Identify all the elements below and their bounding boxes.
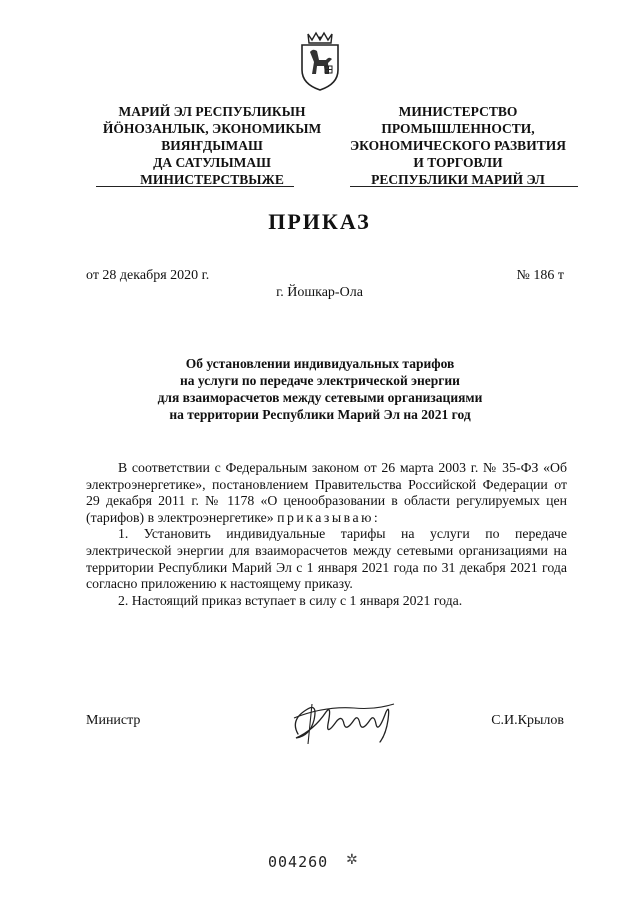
header-left-line: ВИЯҤДЫМАШ	[161, 138, 263, 153]
header-right-ministry-russian	[338, 103, 578, 188]
document-number: № 186 т	[516, 268, 564, 283]
signatory-name: С.И.Крылов	[491, 713, 564, 728]
preamble-paragraph	[86, 460, 567, 526]
header-underline-right	[350, 186, 578, 187]
signatory-title: Министр	[86, 713, 141, 728]
header-left-ministry-mari	[92, 103, 332, 188]
serial-number: 004260	[268, 853, 329, 871]
document-body	[86, 460, 567, 609]
header-right-line: И ТОРГОВЛИ	[413, 155, 503, 170]
order-item-2: 2. Настоящий приказ вступает в силу с 1 января 2021 года.	[118, 592, 463, 608]
asterisk-mark-icon: ✲	[346, 853, 358, 868]
subject-line: Об установлении индивидуальных тарифов	[185, 356, 455, 371]
header-left-line: ЙӦНОЗАНЛЫК, ЭКОНОМИКЫМ	[102, 121, 322, 136]
header-left-line: ДА САТУЛЫМАШ	[153, 155, 271, 170]
header-right-line: МИНИСТЕРСТВО	[398, 104, 518, 119]
document-city: г. Йошкар-Ола	[276, 285, 363, 300]
header-right-line: ПРОМЫШЛЕННОСТИ,	[381, 121, 535, 136]
document-title: ПРИКАЗ	[268, 209, 371, 234]
subject-line: для взаиморасчетов между сетевыми организациями	[157, 390, 483, 405]
subject-line: на услуги по передаче электрической энергии	[180, 373, 460, 388]
header-underline-left	[96, 186, 294, 187]
coat-of-arms-icon	[298, 30, 342, 92]
preamble-text: В соответствии с Федеральным законом от 26 марта 2003 г. № 35-ФЗ «Об электроэнергетике», постановлением Правительства Российской Федерации от 29 декабря 2011 г. № 1178 «О ценообразовании в области регулируемых цен (тарифов) в электроэнергетике»	[86, 460, 567, 525]
order-item-1: 1. Установить индивидуальные тарифы на услуги по передаче электрической энергии для взаиморасчетов между сетевыми организациями на территории Республики Марий Эл с 1 января 2021 года по 31 декабря 2021 года согласно приложению к настоящему приказу.	[86, 526, 567, 592]
header-right-line: ЭКОНОМИЧЕСКОГО РАЗВИТИЯ	[350, 138, 566, 153]
subject-line: на территории Республики Марий Эл на 2021 год	[169, 407, 471, 422]
header-right-line: РЕСПУБЛИКИ МАРИЙ ЭЛ	[371, 172, 545, 187]
header-left-line: МАРИЙ ЭЛ РЕСПУБЛИКЫН	[118, 104, 306, 119]
document-subject	[90, 355, 550, 423]
header-left-line: МИНИСТЕРСТВЫЖЕ	[140, 172, 284, 187]
handwritten-signature	[284, 690, 404, 750]
document-date: от 28 декабря 2020 г.	[86, 268, 210, 283]
order-word: приказываю:	[277, 509, 381, 525]
